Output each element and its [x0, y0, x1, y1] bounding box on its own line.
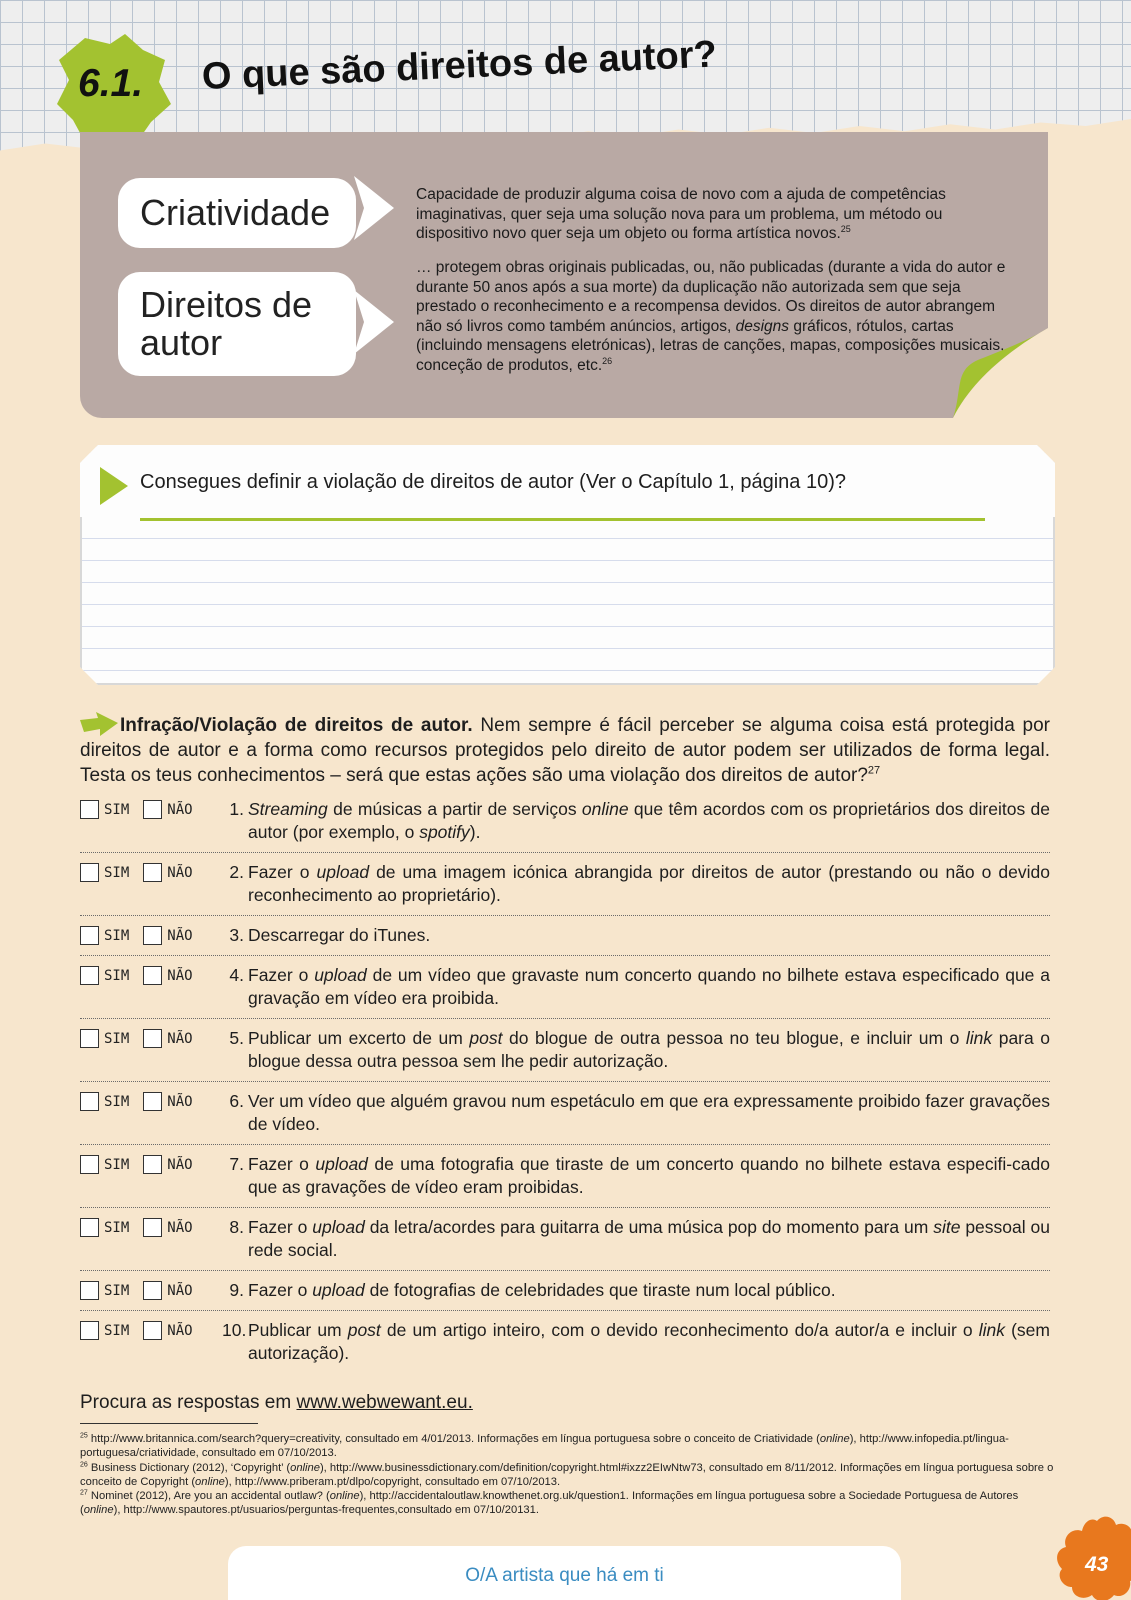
italic-text: online — [329, 1490, 360, 1503]
quiz-item — [80, 1216, 1050, 1271]
nao-label: NÃO — [167, 1322, 193, 1339]
item-number: 7. — [229, 1154, 244, 1174]
nao-label: NÃO — [167, 1093, 193, 1110]
italic-text: spotify — [419, 822, 470, 842]
text-run: Ver um vídeo que alguém gravou num espetáculo em que era expressamente proibido fazer gravações de vídeo. — [248, 1091, 1050, 1134]
quiz-item — [80, 1090, 1050, 1145]
quiz-item — [80, 924, 1050, 956]
item-number: 5. — [229, 1028, 244, 1048]
answer-options — [80, 800, 207, 819]
text-run: de um vídeo que gravaste num concerto quando no bilhete estava especificado que a gravação em vídeo era proibida. — [248, 965, 1050, 1008]
text-run: da letra/acordes para guitarra de uma música pop do momento para um — [364, 1217, 934, 1237]
sim-label: SIM — [104, 801, 130, 818]
question-box — [80, 445, 1055, 685]
item-number: 9. — [229, 1280, 244, 1300]
item-text — [248, 964, 1050, 1010]
item-text — [248, 1279, 1050, 1302]
answers-link[interactable]: www.webwewant.eu. — [296, 1392, 473, 1413]
text-run: ). — [469, 822, 481, 842]
nao-checkbox[interactable] — [143, 1092, 162, 1111]
italic-text: post — [347, 1320, 381, 1340]
item-text — [248, 1319, 1050, 1365]
italic-text: upload — [314, 965, 367, 985]
sim-checkbox[interactable] — [80, 1321, 99, 1340]
quiz-list — [80, 798, 1050, 1381]
text-run: Fazer o — [248, 965, 315, 985]
arrow-icon — [354, 290, 394, 354]
arrow-hand-icon — [80, 712, 118, 736]
answer-options — [80, 1092, 207, 1111]
italic-text: online — [290, 1461, 320, 1474]
answer-options — [80, 1029, 207, 1048]
italic-text: post — [469, 1028, 503, 1048]
nao-label: NÃO — [167, 801, 193, 818]
sim-label: SIM — [104, 1282, 130, 1299]
sim-checkbox[interactable] — [80, 863, 99, 882]
item-number: 6. — [229, 1091, 244, 1111]
nao-checkbox[interactable] — [143, 926, 162, 945]
nao-label: NÃO — [167, 967, 193, 984]
text-run: Business Dictionary (2012), ‘Copyright’ ( — [90, 1461, 291, 1474]
italic-text: upload — [316, 862, 370, 882]
definition-text: … protegem obras originais publicadas, ou, não publicadas (durante a vida do autor e durante 50 anos após a sua morte) da duplicação não autorizada sem que seja prestado o reconhecimento e a recompensa devidos. Os direitos de autor abrangem não só livros como também anúncios, artigos, — [416, 259, 1006, 335]
footnote-ref: 26 — [602, 355, 613, 366]
text-run: ), http://www.infopedia.pt/lingua-portuguesa/criatividade, consultado em 07/10/2013. — [80, 1433, 1009, 1460]
quiz-item — [80, 1279, 1050, 1311]
text-run: de uma fotografia que tiraste de um concerto quando no bilhete estava especifi-cado que as gravações de vídeo eram proibidas. — [248, 1154, 1050, 1197]
definition-text: gráficos, rótulos, cartas (incluindo mensagens eletrónicas), letras de canções, mapas, composições musicais, conceção de produtos, etc. — [416, 317, 1005, 374]
item-text — [248, 1027, 1050, 1073]
text-run: para o blogue dessa outra pessoa sem lhe pedir autorização. — [248, 1028, 1050, 1071]
item-text — [248, 1153, 1050, 1199]
footnote-ref: 25 — [840, 223, 851, 234]
play-triangle-icon — [100, 467, 128, 505]
question-text: Consegues definir a violação de direitos de autor (Ver o Capítulo 1, página 10)? — [140, 471, 847, 493]
sim-checkbox[interactable] — [80, 800, 99, 819]
italic-text: upload — [312, 1217, 365, 1237]
definitions-box — [80, 132, 1048, 418]
item-number: 1. — [229, 799, 244, 819]
answer-options — [80, 1155, 207, 1174]
text-run: que têm acordos com os proprietários dos direitos de autor (por exemplo, o — [248, 799, 1050, 842]
italic-text: Streaming — [248, 799, 328, 819]
answer-options — [80, 863, 207, 882]
question-underline — [140, 518, 985, 521]
sim-checkbox[interactable] — [80, 926, 99, 945]
sim-label: SIM — [104, 1322, 130, 1339]
page-curl-decoration — [953, 328, 1048, 418]
sim-label: SIM — [104, 1030, 130, 1047]
text-run: Publicar um — [248, 1320, 348, 1340]
item-number: 10. — [222, 1320, 247, 1340]
footnote-divider — [80, 1423, 258, 1424]
text-run: de músicas a partir de serviços — [327, 799, 582, 819]
nao-label: NÃO — [167, 1282, 193, 1299]
text-run: ), http://www.spautores.pt/usuarios/perguntas-frequentes,consultado em 07/10/20131. — [113, 1504, 539, 1517]
text-run: do blogue de outra pessoa no teu blogue, e incluir um o — [502, 1028, 966, 1048]
sim-checkbox[interactable] — [80, 1218, 99, 1237]
nao-checkbox[interactable] — [143, 1029, 162, 1048]
nao-label: NÃO — [167, 927, 193, 944]
nao-checkbox[interactable] — [143, 1321, 162, 1340]
sim-label: SIM — [104, 1219, 130, 1236]
sim-label: SIM — [104, 927, 130, 944]
nao-label: NÃO — [167, 864, 193, 881]
nao-checkbox[interactable] — [143, 966, 162, 985]
text-run: Fazer o — [248, 862, 317, 882]
text-run: Nominet (2012), Are you an accidental outlaw? ( — [90, 1490, 330, 1503]
italic-text: online — [195, 1475, 225, 1488]
arrow-icon — [354, 176, 394, 240]
quiz-item — [80, 798, 1050, 853]
italic-text: online — [819, 1433, 850, 1445]
nao-checkbox[interactable] — [143, 1155, 162, 1174]
nao-label: NÃO — [167, 1156, 193, 1173]
page-title: O que são direitos de autor? — [201, 33, 718, 98]
text-run: de um artigo inteiro, com o devido reconhecimento do/a autor/a e incluir o — [380, 1320, 979, 1340]
intro-paragraph — [80, 712, 1050, 788]
text-run: ), http://www.priberam.pt/dlpo/copyright, consultado em 07/10/2013. — [224, 1475, 561, 1488]
term-direitos-de-autor — [118, 272, 356, 376]
answers-prefix: Procura as respostas em — [80, 1392, 297, 1413]
definition-emphasis: designs — [735, 317, 790, 335]
definition-direitos-de-autor — [416, 258, 1006, 375]
text-run: pessoal ou rede social. — [248, 1217, 1050, 1260]
text-run: de fotografias de celebridades que tiraste num local público. — [364, 1280, 836, 1300]
nao-checkbox[interactable] — [143, 863, 162, 882]
answer-options — [80, 966, 207, 985]
footer-bar — [228, 1546, 901, 1600]
quiz-item — [80, 1153, 1050, 1208]
intro-heading: Infração/Violação de direitos de autor. — [120, 715, 473, 736]
footnote-number: 25 — [80, 1432, 88, 1440]
term-criatividade: Criatividade — [118, 178, 356, 248]
text-run: Publicar um excerto de um — [248, 1028, 470, 1048]
text-run: Fazer o — [248, 1280, 313, 1300]
term-line: Direitos de — [140, 284, 313, 325]
sim-checkbox[interactable] — [80, 966, 99, 985]
footnotes — [80, 1432, 1060, 1518]
item-text — [248, 924, 1050, 947]
footnote-ref: 27 — [867, 764, 881, 777]
sim-checkbox[interactable] — [80, 1029, 99, 1048]
item-number: 4. — [229, 965, 244, 985]
text-run: Fazer o — [248, 1154, 316, 1174]
footnote — [80, 1461, 1060, 1490]
item-text — [248, 798, 1050, 844]
footnote — [80, 1489, 1060, 1518]
text-run: de uma imagem icónica abrangida por direitos de autor (prestando ou não o devido reconhecimento ao proprietário). — [248, 862, 1050, 905]
sim-label: SIM — [104, 967, 130, 984]
sim-label: SIM — [104, 864, 130, 881]
sim-label: SIM — [104, 1156, 130, 1173]
quiz-item — [80, 1319, 1050, 1373]
definition-text: Capacidade de produzir alguma coisa de novo com a ajuda de competências imaginativas, quer seja uma solução nova para um problema, um método ou dispositivo novo quer seja um objeto ou forma artística novos. — [416, 186, 946, 242]
quiz-item — [80, 1027, 1050, 1082]
item-text — [248, 1090, 1050, 1136]
item-text — [248, 1216, 1050, 1262]
item-number: 2. — [229, 862, 244, 882]
italic-text: online — [83, 1504, 114, 1517]
intro-text: Nem sempre é fácil perceber se alguma coisa está protegida por direitos de autor e a forma como recursos protegidos pelo direito de autor podem ser utilizados de forma legal. Testa os teus conhecimentos – será que estas ações são uma violação dos direitos de autor? — [80, 715, 1050, 786]
sim-checkbox[interactable] — [80, 1281, 99, 1300]
nao-label: NÃO — [167, 1219, 193, 1236]
text-run: (sem autorização). — [248, 1320, 1050, 1363]
page-number: 43 — [1085, 1553, 1109, 1576]
footer-title: O/A artista que há em ti — [465, 1565, 664, 1586]
footnote-number: 26 — [80, 1460, 88, 1468]
italic-text: upload — [315, 1154, 368, 1174]
text-run: http://www.britannica.com/search?query=creativity, consultado em 4/01/2013. Informações em língua portuguesa sobre o conceito de Criatividade ( — [90, 1433, 820, 1445]
nao-checkbox[interactable] — [143, 1218, 162, 1237]
answer-options — [80, 926, 207, 945]
answer-options — [80, 1281, 207, 1300]
answers-line — [80, 1392, 473, 1414]
sim-checkbox[interactable] — [80, 1155, 99, 1174]
quiz-item — [80, 861, 1050, 916]
answer-options — [80, 1218, 207, 1237]
italic-text: link — [978, 1320, 1006, 1340]
item-number: 8. — [229, 1217, 244, 1237]
italic-text: site — [933, 1217, 961, 1237]
text-run: Descarregar do iTunes. — [248, 925, 431, 945]
nao-checkbox[interactable] — [143, 800, 162, 819]
footnote — [80, 1432, 1060, 1461]
nao-checkbox[interactable] — [143, 1281, 162, 1300]
sim-checkbox[interactable] — [80, 1092, 99, 1111]
sim-label: SIM — [104, 1093, 130, 1110]
section-number: 6.1. — [78, 62, 144, 105]
text-run: ), http://www.businessdictionary.com/definition/copyright.html#ixzz2EIwNtw73, consultado em 8/11/2012. Informações em língua portuguesa sobre o conceito de Copyright ( — [80, 1461, 1054, 1488]
italic-text: link — [965, 1028, 993, 1048]
nao-label: NÃO — [167, 1030, 193, 1047]
italic-text: online — [581, 799, 629, 819]
answer-options — [80, 1321, 207, 1340]
footnote-number: 27 — [80, 1489, 88, 1497]
term-line: autor — [140, 322, 223, 363]
italic-text: upload — [312, 1280, 365, 1300]
text-run: ), http://accidentaloutlaw.knowthenet.org.uk/question1. Informações em língua portuguesa sobre a Sociedade Portuguesa de Autores ( — [80, 1490, 1019, 1517]
quiz-item — [80, 964, 1050, 1019]
item-text — [248, 861, 1050, 907]
definition-criatividade — [416, 185, 1006, 244]
item-number: 3. — [229, 925, 244, 945]
text-run: Fazer o — [248, 1217, 313, 1237]
